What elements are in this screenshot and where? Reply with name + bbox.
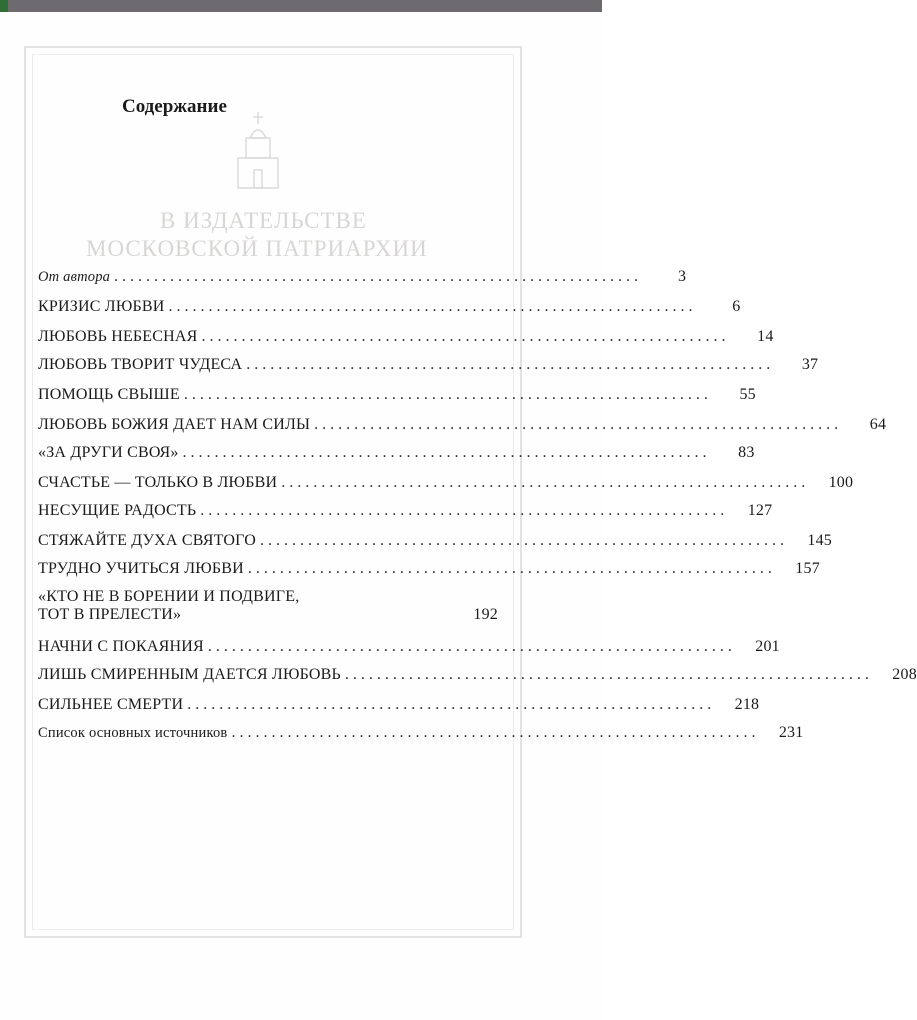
toc-entry [38, 298, 741, 316]
toc-entry-label: От автора [38, 269, 111, 285]
toc-entry [38, 696, 760, 714]
scan-top-bar [0, 0, 602, 12]
toc-entry [38, 588, 498, 624]
toc-leader: .................................................................. [314, 416, 843, 433]
toc-entry [38, 416, 887, 434]
toc-entry-page: 3 [677, 268, 687, 285]
toc-entry-label: ПОМОЩЬ СВЫШЕ [38, 386, 180, 403]
toc-leader: .................................................................. [168, 298, 697, 315]
toc-entry-label: Список основных источников [38, 725, 228, 741]
toc-leader: .................................................................. [281, 474, 810, 491]
toc-leader: .................................................................. [231, 724, 760, 741]
toc-leader: .................................................................. [114, 268, 643, 285]
toc-entry-page: 157 [795, 560, 820, 577]
toc-leader: .................................................................. [182, 444, 711, 461]
toc-entry [38, 638, 780, 656]
toc-entry-label-continued: ТОТ В ПРЕЛЕСТИ» [38, 606, 182, 623]
show-through-text: В ИЗДАТЕЛЬСТВЕ [160, 208, 367, 233]
toc-leader: .................................................................. [183, 386, 712, 403]
toc-leader: .................................................................. [187, 696, 716, 713]
toc-entry-label: СЧАСТЬЕ — ТОЛЬКО В ЛЮБВИ [38, 474, 278, 491]
toc-leader: .................................................................. [247, 560, 776, 577]
table-of-contents [0, 12, 917, 1020]
toc-leader: .................................................................. [246, 356, 775, 373]
toc-entry-page: 64 [869, 416, 887, 433]
toc-entry-page: 208 [892, 666, 917, 683]
toc-entry-page: 100 [828, 474, 854, 491]
toc-entry-label: КРИЗИС ЛЮБВИ [38, 298, 165, 315]
toc-entry-label: ЛЮБОВЬ ТВОРИТ ЧУДЕСА [38, 356, 243, 373]
toc-entry [38, 532, 832, 550]
toc-entry-page: 14 [757, 328, 774, 345]
toc-entry-label: ЛИШЬ СМИРЕННЫМ ДАЕТСЯ ЛЮБОВЬ [38, 666, 341, 683]
toc-entry-label: НЕСУЩИЕ РАДОСТЬ [38, 502, 197, 519]
toc-entry [38, 328, 774, 346]
toc-entry-label: НАЧНИ С ПОКАЯНИЯ [38, 638, 204, 655]
toc-entry-label: ТРУДНО УЧИТЬСЯ ЛЮБВИ [38, 560, 244, 577]
toc-title: Содержание [122, 96, 227, 117]
toc-entry-page: 55 [739, 386, 756, 403]
toc-entry [38, 356, 819, 374]
toc-entry-label: «КТО НЕ В БОРЕНИИ И ПОДВИГЕ, [38, 588, 300, 605]
toc-leader: .................................................................. [200, 502, 729, 519]
show-through-text: МОСКОВСКОЙ ПАТРИАРХИИ [86, 236, 428, 261]
toc-entry [38, 666, 917, 684]
toc-entry-page: 127 [747, 502, 773, 519]
toc-entry-label: «ЗА ДРУГИ СВОЯ» [38, 444, 179, 461]
toc-leader: .................................................................. [260, 532, 788, 549]
toc-entry [38, 560, 820, 578]
scan-edge-accent [0, 0, 8, 12]
toc-entry [38, 724, 804, 742]
toc-entry-page: 201 [755, 638, 780, 655]
toc-entry-page: 6 [732, 298, 741, 315]
toc-leader: .................................................................. [201, 328, 730, 345]
toc-entry-page: 218 [734, 696, 760, 713]
toc-entry [38, 502, 773, 520]
toc-entry-page: 192 [473, 606, 498, 623]
toc-entry [38, 386, 756, 404]
toc-entry-page: 231 [778, 724, 804, 741]
toc-entry [38, 474, 854, 492]
toc-entry [38, 268, 687, 286]
toc-entry-page: 37 [801, 356, 819, 373]
toc-leader: .................................................................. [344, 666, 873, 683]
toc-entry-label: ЛЮБОВЬ БОЖИЯ ДАЕТ НАМ СИЛЫ [38, 416, 311, 433]
book-page [0, 12, 917, 1020]
toc-entry [38, 444, 755, 462]
toc-leader: .................................................................. [207, 638, 736, 655]
toc-entry-page: 83 [738, 444, 755, 461]
toc-entry-label: СТЯЖАЙТЕ ДУХА СВЯТОГО [38, 532, 256, 549]
toc-entry-label: ЛЮБОВЬ НЕБЕСНАЯ [38, 328, 198, 345]
toc-entry-label: СИЛЬНЕЕ СМЕРТИ [38, 696, 184, 713]
toc-entry-page: 145 [807, 532, 832, 549]
